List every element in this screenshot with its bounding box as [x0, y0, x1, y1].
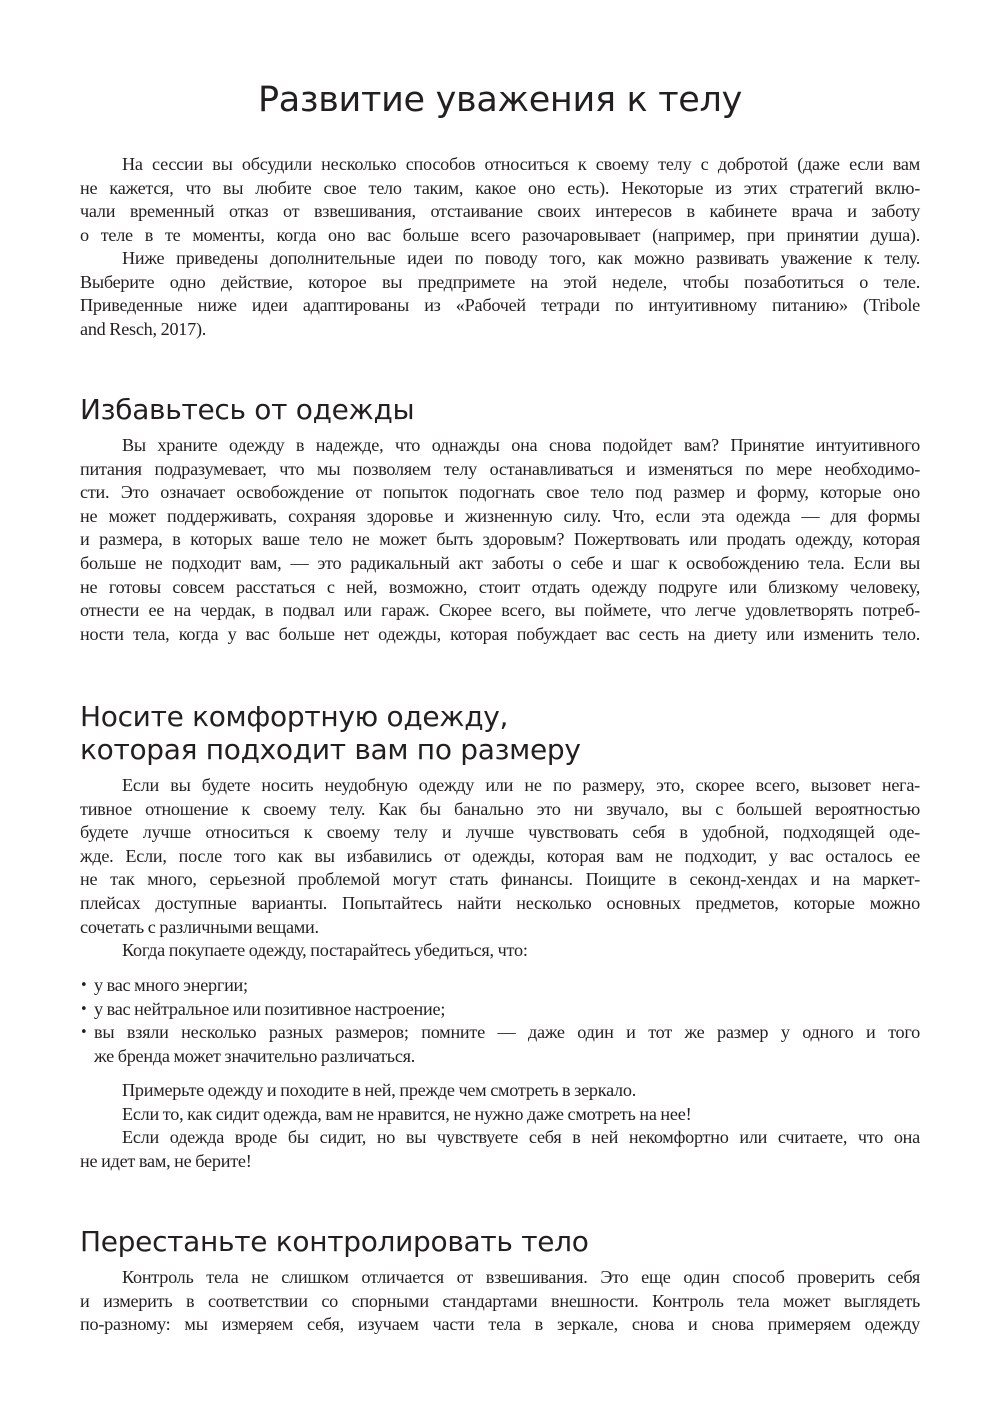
text-line: будете лучше относиться к своему телу и лучше чувствовать себя в удобной, подходящей оде-: [80, 822, 920, 843]
list-item: [80, 1021, 920, 1068]
text-line: не кажется, что вы любите свое тело таким, какое оно есть). Некоторые из этих стратегий вклю-: [80, 177, 920, 198]
text-line: по-разному: мы измеряем себя, изучаем части тела в зеркале, снова и снова примеряем одежду: [80, 1314, 920, 1335]
text-line: Ниже приведены дополнительные идеи по поводу того, как можно развивать уважение к телу.: [122, 248, 920, 268]
text-line: вы взяли несколько разных размеров; помните — даже один и тот же размер у одного и того: [94, 1022, 920, 1043]
text-line: Если то, как сидит одежда, вам не нравится, не нужно даже смотреть на нее!: [122, 1103, 692, 1124]
text-line: сочетать с различными вещами.: [80, 916, 319, 937]
text-line: не готовы совсем расстаться с ней, возможно, стоит отдать одежду подруге или близкому человеку,: [80, 576, 920, 597]
text-line: Контроль тела не слишком отличается от взвешивания. Это еще один способ проверить себя: [122, 1267, 920, 1287]
text-line: чали временный отказ от взвешивания, отстаивание своих интересов в кабинете врача и заботу: [80, 201, 920, 222]
page-title: Развитие уважения к телу: [257, 80, 743, 120]
list-item: [80, 974, 920, 998]
text-line: тивное отношение к своему телу. Как бы банально это ни звучало, вы с большей вероятностью: [80, 798, 920, 819]
text-line: не идет вам, не берите!: [80, 1150, 252, 1171]
text-line: у вас много энергии;: [94, 975, 248, 995]
text-line: ности тела, когда у вас больше нет одежды, которая побуждает вас сесть на диету или изменить тело.: [80, 623, 920, 644]
intro-paragraph-2: [80, 247, 920, 341]
text-line: не так много, серьезной проблемой могут стать финансы. Поищите в секонд-хендах и на маркет-: [80, 869, 920, 890]
text-line: Вы храните одежду в надежде, что однажды она снова подойдет вам? Принятие интуитивного: [122, 435, 920, 455]
list-item: [80, 998, 920, 1022]
bullet-icon: •: [80, 1025, 88, 1041]
section-1-paragraph: [80, 434, 920, 646]
section-heading-discard-clothes: Избавьтесь от одежды: [80, 393, 415, 426]
section-3-paragraph: [80, 1266, 920, 1337]
text-line: же бренда может значительно различаться.: [94, 1045, 416, 1066]
text-line: и измерить в соответствии со спорными стандартами внешности. Контроль тела может выглядеть: [80, 1290, 920, 1311]
text-line: у вас нейтральное или позитивное настроение;: [94, 998, 446, 1019]
heading-line: которая подходит вам по размеру: [80, 733, 581, 766]
section-2-paragraph-1: [80, 774, 920, 963]
bullet-icon: •: [80, 1001, 88, 1017]
text-line: Если одежда вроде бы сидит, но вы чувствуете себя в ней некомфортно или считаете, что она: [122, 1127, 920, 1148]
text-line: больше не подходит вам, — это радикальный акт заботы о себе и шаг к освобождению тела. Если вы: [80, 552, 920, 573]
text-line: Когда покупаете одежду, постарайтесь убедиться, что:: [122, 940, 528, 961]
section-heading-comfortable-clothes: [80, 700, 920, 766]
text-line: отнести ее на чердак, в подвал или гараж. Скорее всего, вы поймете, что легче удовлетворять потреб-: [80, 600, 920, 621]
text-line: and Resch, 2017).: [80, 318, 207, 339]
text-line: питания подразумевает, что мы позволяем телу останавливаться и изменяться по мере необходимо-: [80, 458, 920, 479]
intro-paragraph-1: [80, 153, 920, 247]
text-line: плейсах доступные варианты. Попытайтесь найти несколько основных предметов, которые можно: [80, 892, 920, 913]
text-line: сти. Это означает освобождение от попыток подогнать свое тело под размер и форму, которые оно: [80, 482, 920, 503]
text-line: жде. Если, после того как вы избавились от одежды, которая вам не подходит, у вас осталось ее: [80, 845, 920, 866]
heading-line: Носите комфортную одежду,: [80, 700, 509, 733]
bullet-icon: •: [80, 978, 88, 993]
text-line: На сессии вы обсудили несколько способов относиться к своему телу с добротой (даже если вам: [122, 154, 920, 174]
text-line: Приведенные ниже идеи адаптированы из «Рабочей тетради по интуитивному питанию» (Tribole: [80, 295, 920, 316]
text-line: Если вы будете носить неудобную одежду или не по размеру, это, скорее всего, вызовет нега-: [122, 775, 920, 795]
bullet-list: [80, 974, 920, 1068]
section-heading-stop-body-checking: Перестаньте контролировать тело: [80, 1225, 589, 1258]
text-line: Примерьте одежду и походите в ней, прежде чем смотреть в зеркало.: [122, 1080, 637, 1100]
text-line: Выберите одно действие, которое вы предпримете на этой неделе, чтобы позаботиться о теле.: [80, 271, 920, 292]
text-line: не может поддерживать, сохраняя здоровье и жизненную силу. Что, если эта одежда — для формы: [80, 505, 920, 526]
text-line: о теле в те моменты, когда оно вас больше всего разочаровывает (например, при принятии душа).: [80, 224, 920, 245]
section-2-closing-paragraphs: [80, 1079, 920, 1173]
text-line: и размера, в которых ваше тело не может быть здоровым? Пожертвовать или продать одежду, которая: [80, 529, 920, 550]
